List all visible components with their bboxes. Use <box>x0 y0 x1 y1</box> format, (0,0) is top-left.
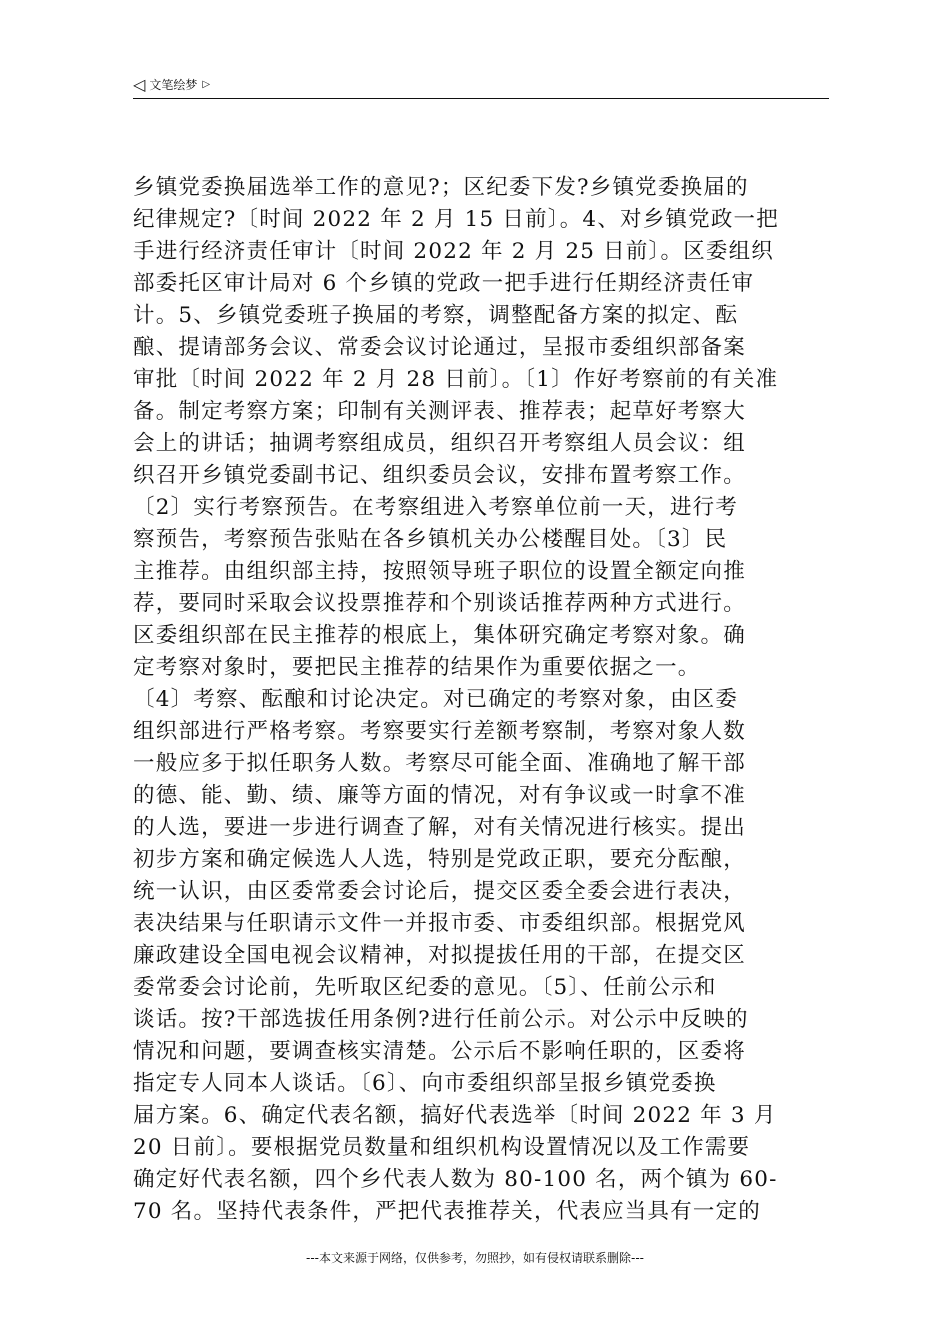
text-line: 廉政建设全国电视会议精神，对拟提拔任用的干部，在提交区 <box>133 943 746 968</box>
text-line: 织召开乡镇党委副书记、组织委员会议，安排布置考察工作。 <box>133 463 746 488</box>
text-line: 确定好代表名额，四个乡代表人数为 80-100 名，两个镇为 60- <box>133 1167 778 1192</box>
text-line: 察预告，考察预告张贴在各乡镇机关办公楼醒目处。〔3〕民 <box>133 527 728 552</box>
text-line: 计。5、乡镇党委班子换届的考察，调整配备方案的拟定、酝 <box>133 303 739 328</box>
text-line: 乡镇党委换届选举工作的意见?；区纪委下发?乡镇党委换届的 <box>133 175 749 200</box>
text-line: 主推荐。由组织部主持，按照领导班子职位的设置全额定向推 <box>133 559 746 584</box>
text-line: 届方案。6、确定代表名额，搞好代表选举〔时间 2022 年 3 月 <box>133 1103 777 1128</box>
text-line: 备。制定考察方案；印制有关测评表、推荐表；起草好考察大 <box>133 399 746 424</box>
text-line: 70 名。坚持代表条件，严把代表推荐关，代表应当具有一定的 <box>133 1199 761 1224</box>
text-line: 的德、能、勤、绩、廉等方面的情况，对有争议或一时拿不准 <box>133 783 746 808</box>
text-line: 纪律规定?〔时间 2022 年 2 月 15 日前〕。4、对乡镇党政一把 <box>133 207 779 232</box>
text-line: 指定专人同本人谈话。〔6〕、向市委组织部呈报乡镇党委换 <box>133 1071 717 1096</box>
text-line: 酿、提请部务会议、常委会议讨论通过，呈报市委组织部备案 <box>133 335 746 360</box>
text-line: 初步方案和确定候选人人选，特别是党政正职，要充分酝酿， <box>133 847 746 872</box>
text-line: 〔4〕考察、酝酿和讨论决定。对已确定的考察对象，由区委 <box>133 687 739 712</box>
text-line: 一般应多于拟任职务人数。考察尽可能全面、准确地了解干部 <box>133 751 746 776</box>
text-line: 荐，要同时采取会议投票推荐和个别谈话推荐两种方式进行。 <box>133 591 746 616</box>
text-line: 谈话。按?干部选拔任用条例?进行任前公示。对公示中反映的 <box>133 1007 749 1032</box>
text-line: 部委托区审计局对 6 个乡镇的党政一把手进行任期经济责任审 <box>133 271 755 296</box>
text-line: 定考察对象时，要把民主推荐的结果作为重要依据之一。 <box>133 655 701 680</box>
text-line: 的人选，要进一步进行调查了解，对有关情况进行核实。提出 <box>133 815 746 840</box>
text-line: 审批〔时间 2022 年 2 月 28 日前〕。〔1〕作好考察前的有关准 <box>133 367 779 392</box>
text-line: 20 日前〕。要根据党员数量和组织机构设置情况以及工作需要 <box>133 1135 751 1160</box>
text-line: 委常委会讨论前，先听取区纪委的意见。〔5〕、任前公示和 <box>133 975 717 1000</box>
page-header <box>133 76 829 99</box>
text-line: 手进行经济责任审计〔时间 2022 年 2 月 25 日前〕。区委组织 <box>133 239 775 264</box>
text-line: 会上的讲话；抽调考察组成员，组织召开考察组人员会议：组 <box>133 431 746 456</box>
document-body <box>133 172 833 1228</box>
text-line: 情况和问题，要调查核实清楚。公示后不影响任职的，区委将 <box>133 1039 746 1064</box>
text-line: 统一认识，由区委常委会讨论后，提交区委全委会进行表决， <box>133 879 746 904</box>
text-line: 区委组织部在民主推荐的根底上，集体研究确定考察对象。确 <box>133 623 746 648</box>
triangle-left-outline-icon: ◁ <box>133 75 146 94</box>
triangle-right-outline-icon: ▷ <box>202 79 211 90</box>
page-footer-disclaimer: ---本文来源于网络，仅供参考，勿照抄，如有侵权请联系删除--- <box>306 1251 644 1265</box>
brand-name: 文笔绘梦 <box>149 78 198 92</box>
text-line: 组织部进行严格考察。考察要实行差额考察制，考察对象人数 <box>133 719 746 744</box>
text-line: 表决结果与任职请示文件一并报市委、市委组织部。根据党风 <box>133 911 746 936</box>
text-line: 〔2〕实行考察预告。在考察组进入考察单位前一天，进行考 <box>133 495 739 520</box>
